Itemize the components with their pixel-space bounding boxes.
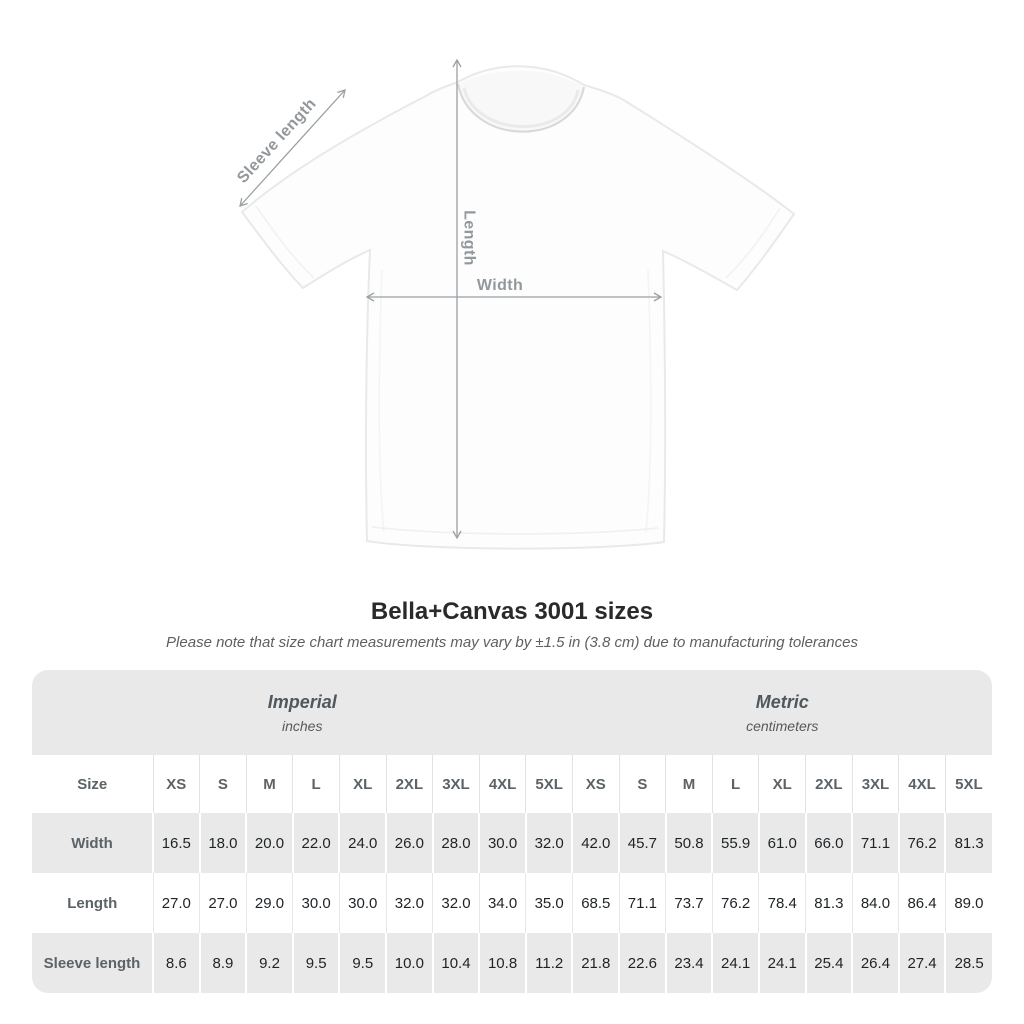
measurement-cell: 20.0	[246, 813, 293, 873]
size-col-2xl-metric: 2XL	[806, 755, 853, 813]
measurement-cell: 84.0	[852, 873, 899, 933]
measurement-cell: 26.0	[386, 813, 433, 873]
size-col-xs-metric: XS	[572, 755, 619, 813]
measurement-cell: 66.0	[806, 813, 853, 873]
measurement-cell: 32.0	[526, 813, 573, 873]
size-col-5xl-imperial: 5XL	[526, 755, 573, 813]
measurement-cell: 23.4	[666, 933, 713, 993]
measurement-cell: 86.4	[899, 873, 946, 933]
measurement-cell: 81.3	[945, 813, 992, 873]
size-col-xl-metric: XL	[759, 755, 806, 813]
size-col-2xl-imperial: 2XL	[386, 755, 433, 813]
sleeve-length-label: Sleeve length	[234, 95, 320, 187]
measurement-cell: 30.0	[339, 873, 386, 933]
size-col-xl-imperial: XL	[339, 755, 386, 813]
measurement-cell: 29.0	[246, 873, 293, 933]
measurement-cell: 32.0	[433, 873, 480, 933]
tshirt-image	[242, 66, 794, 548]
measurement-cell: 32.0	[386, 873, 433, 933]
measurement-cell: 89.0	[945, 873, 992, 933]
measurement-cell: 81.3	[806, 873, 853, 933]
size-col-3xl-metric: 3XL	[852, 755, 899, 813]
measurement-cell: 9.5	[293, 933, 340, 993]
measurement-cell: 55.9	[712, 813, 759, 873]
row-label: Sleeve length	[32, 933, 153, 993]
size-col-4xl-metric: 4XL	[899, 755, 946, 813]
measurement-cell: 45.7	[619, 813, 666, 873]
measurement-cell: 68.5	[572, 873, 619, 933]
measurement-cell: 30.0	[293, 873, 340, 933]
measurement-cell: 24.1	[759, 933, 806, 993]
measurement-cell: 9.5	[339, 933, 386, 993]
metric-header	[572, 670, 992, 755]
size-col-s-metric: S	[619, 755, 666, 813]
measurement-row	[32, 873, 992, 933]
measurement-cell: 24.1	[712, 933, 759, 993]
measurement-cell: 25.4	[806, 933, 853, 993]
measurement-cell: 9.2	[246, 933, 293, 993]
size-col-3xl-imperial: 3XL	[433, 755, 480, 813]
measurement-cell: 28.5	[945, 933, 992, 993]
measurement-cell: 27.0	[153, 873, 200, 933]
imperial-label: Imperial	[267, 691, 337, 712]
size-col-m-imperial: M	[246, 755, 293, 813]
measurement-cell: 16.5	[153, 813, 200, 873]
size-col-5xl-metric: 5XL	[945, 755, 992, 813]
measurement-cell: 8.6	[153, 933, 200, 993]
size-col-s-imperial: S	[200, 755, 247, 813]
measurement-cell: 18.0	[200, 813, 247, 873]
measurement-cell: 21.8	[572, 933, 619, 993]
measurement-cell: 50.8	[666, 813, 713, 873]
measurement-row	[32, 813, 992, 873]
size-table	[32, 670, 992, 993]
measurement-cell: 10.8	[479, 933, 526, 993]
measurement-cell: 73.7	[666, 873, 713, 933]
measurement-cell: 35.0	[526, 873, 573, 933]
size-col-xs-imperial: XS	[153, 755, 200, 813]
measurement-cell: 30.0	[479, 813, 526, 873]
row-label: Width	[32, 813, 153, 873]
measurement-cell: 78.4	[759, 873, 806, 933]
metric-unit: centimeters	[746, 717, 819, 734]
measurement-cell: 22.6	[619, 933, 666, 993]
measurement-cell: 27.4	[899, 933, 946, 993]
measurement-cell: 28.0	[433, 813, 480, 873]
size-col-m-metric: M	[666, 755, 713, 813]
tolerance-note: Please note that size chart measurements may vary by ±1.5 in (3.8 cm) due to manufacturing tolerances	[166, 634, 858, 651]
measurement-cell: 10.4	[433, 933, 480, 993]
size-col-l-imperial: L	[293, 755, 340, 813]
row-label: Length	[32, 873, 153, 933]
page-title: Bella+Canvas 3001 sizes	[370, 598, 654, 625]
size-table-grid	[32, 670, 992, 993]
metric-label: Metric	[755, 691, 809, 712]
measurement-cell: 76.2	[712, 873, 759, 933]
measurement-cell: 26.4	[852, 933, 899, 993]
imperial-unit: inches	[282, 717, 323, 734]
measurement-cell: 11.2	[526, 933, 573, 993]
measurement-cell: 71.1	[852, 813, 899, 873]
measurement-cell: 34.0	[479, 873, 526, 933]
size-header-row	[32, 755, 992, 813]
unit-header-row	[32, 670, 992, 755]
measurement-cell: 27.0	[200, 873, 247, 933]
measurement-cell: 24.0	[339, 813, 386, 873]
size-column-header: Size	[32, 755, 153, 813]
measurement-row	[32, 933, 992, 993]
size-col-l-metric: L	[712, 755, 759, 813]
width-label: Width	[476, 277, 524, 294]
measurement-cell: 22.0	[293, 813, 340, 873]
length-label: Length	[460, 210, 478, 266]
measurement-cell: 71.1	[619, 873, 666, 933]
size-col-4xl-imperial: 4XL	[479, 755, 526, 813]
measurement-cell: 42.0	[572, 813, 619, 873]
imperial-header	[32, 670, 572, 755]
measurement-cell: 8.9	[200, 933, 247, 993]
measurement-cell: 76.2	[899, 813, 946, 873]
measurement-cell: 61.0	[759, 813, 806, 873]
measurement-cell: 10.0	[386, 933, 433, 993]
